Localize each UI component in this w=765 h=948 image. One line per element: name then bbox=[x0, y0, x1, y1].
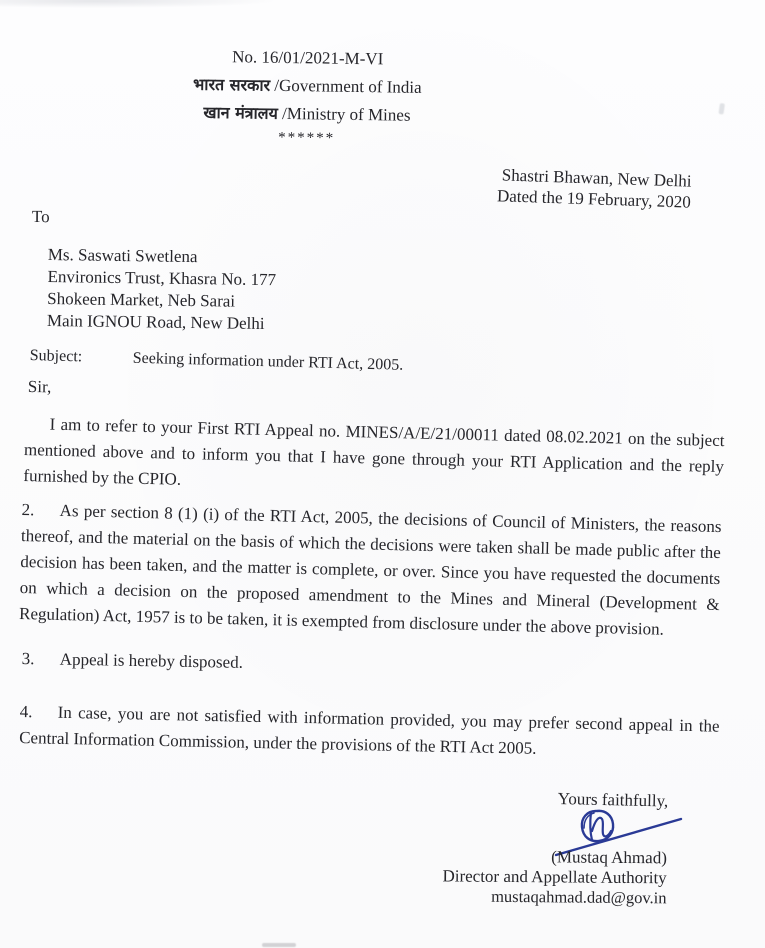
paragraph-4-text: In case, you are not satisfied with information provided, you may prefer second appeal in the Central Information Commission, under the provisions of the RTI Act 2005. bbox=[18, 702, 720, 758]
to-label: To bbox=[31, 207, 50, 227]
recipient-line2: Environics Trust, Khasra No. 177 bbox=[47, 266, 277, 290]
place-date-block bbox=[429, 162, 692, 213]
org-name-english: /Government of India bbox=[274, 75, 422, 97]
scan-speck bbox=[718, 103, 724, 115]
paragraph-3-number: 3. bbox=[21, 648, 35, 669]
ministry-name-hindi: खान मंत्रालय bbox=[203, 102, 278, 123]
separator-asterisks: ****** bbox=[278, 129, 336, 147]
signatory-block bbox=[399, 846, 667, 908]
place-line: Shastri Bhawan, New Delhi bbox=[501, 165, 692, 191]
subject-text: Seeking information under RTI Act, 2005. bbox=[132, 349, 404, 374]
paragraph-2 bbox=[19, 497, 722, 644]
paragraph-4 bbox=[19, 699, 720, 766]
scan-speck bbox=[262, 943, 296, 947]
recipient-name: Ms. Saswati Swetlena bbox=[47, 244, 198, 267]
letterhead bbox=[0, 40, 616, 153]
paragraph-1: I am to refer to your First RTI Appeal no. MINES/A/E/21/00011 dated 08.02.2021 on the subject mentioned above and to inform you that I have gone through your RTI Application and the reply furnished by the CPIO. bbox=[23, 414, 725, 489]
org-name-hindi: भारत सरकार bbox=[193, 74, 271, 95]
subject-label: Subject: bbox=[29, 347, 83, 366]
paragraph-2-text: As per section 8 (1) (i) of the RTI Act, 2005, the decisions of Council of Ministers, the reasons thereof, and the material on the basis of which the decisions were taken shall be made public after the decision has been taken, and the matter is complete, or over. Since you have requested the documents on which a decision on the proposed amendment to the Mines and Mineral (Development & Regulation) Act, 1957 is to be taken, it is exempted from disclosure under the above provision. bbox=[18, 500, 722, 639]
recipient-line3: Shokeen Market, Neb Sarai bbox=[47, 288, 236, 311]
recipient-line4: Main IGNOU Road, New Delhi bbox=[46, 310, 265, 334]
subject-row bbox=[30, 347, 404, 375]
paragraph-4-number: 4. bbox=[19, 701, 33, 722]
paragraph-2-number: 2. bbox=[21, 499, 35, 520]
signatory-designation: Director and Appellate Authority bbox=[442, 866, 667, 888]
signatory-name: (Mustaq Ahmad) bbox=[551, 847, 667, 868]
recipient-address bbox=[47, 244, 277, 335]
closing-line: Yours faithfully, bbox=[557, 789, 669, 811]
date-line: Dated the 19 February, 2020 bbox=[496, 186, 692, 212]
paragraph-3 bbox=[22, 646, 722, 684]
salutation: Sir, bbox=[27, 377, 52, 397]
ministry-name-english: /Ministry of Mines bbox=[281, 103, 411, 125]
signatory-email: mustaqahmad.dad@gov.in bbox=[491, 886, 667, 908]
reference-number: No. 16/01/2021-M-VI bbox=[232, 47, 384, 69]
paragraph-3-text: Appeal is hereby disposed. bbox=[59, 649, 244, 672]
